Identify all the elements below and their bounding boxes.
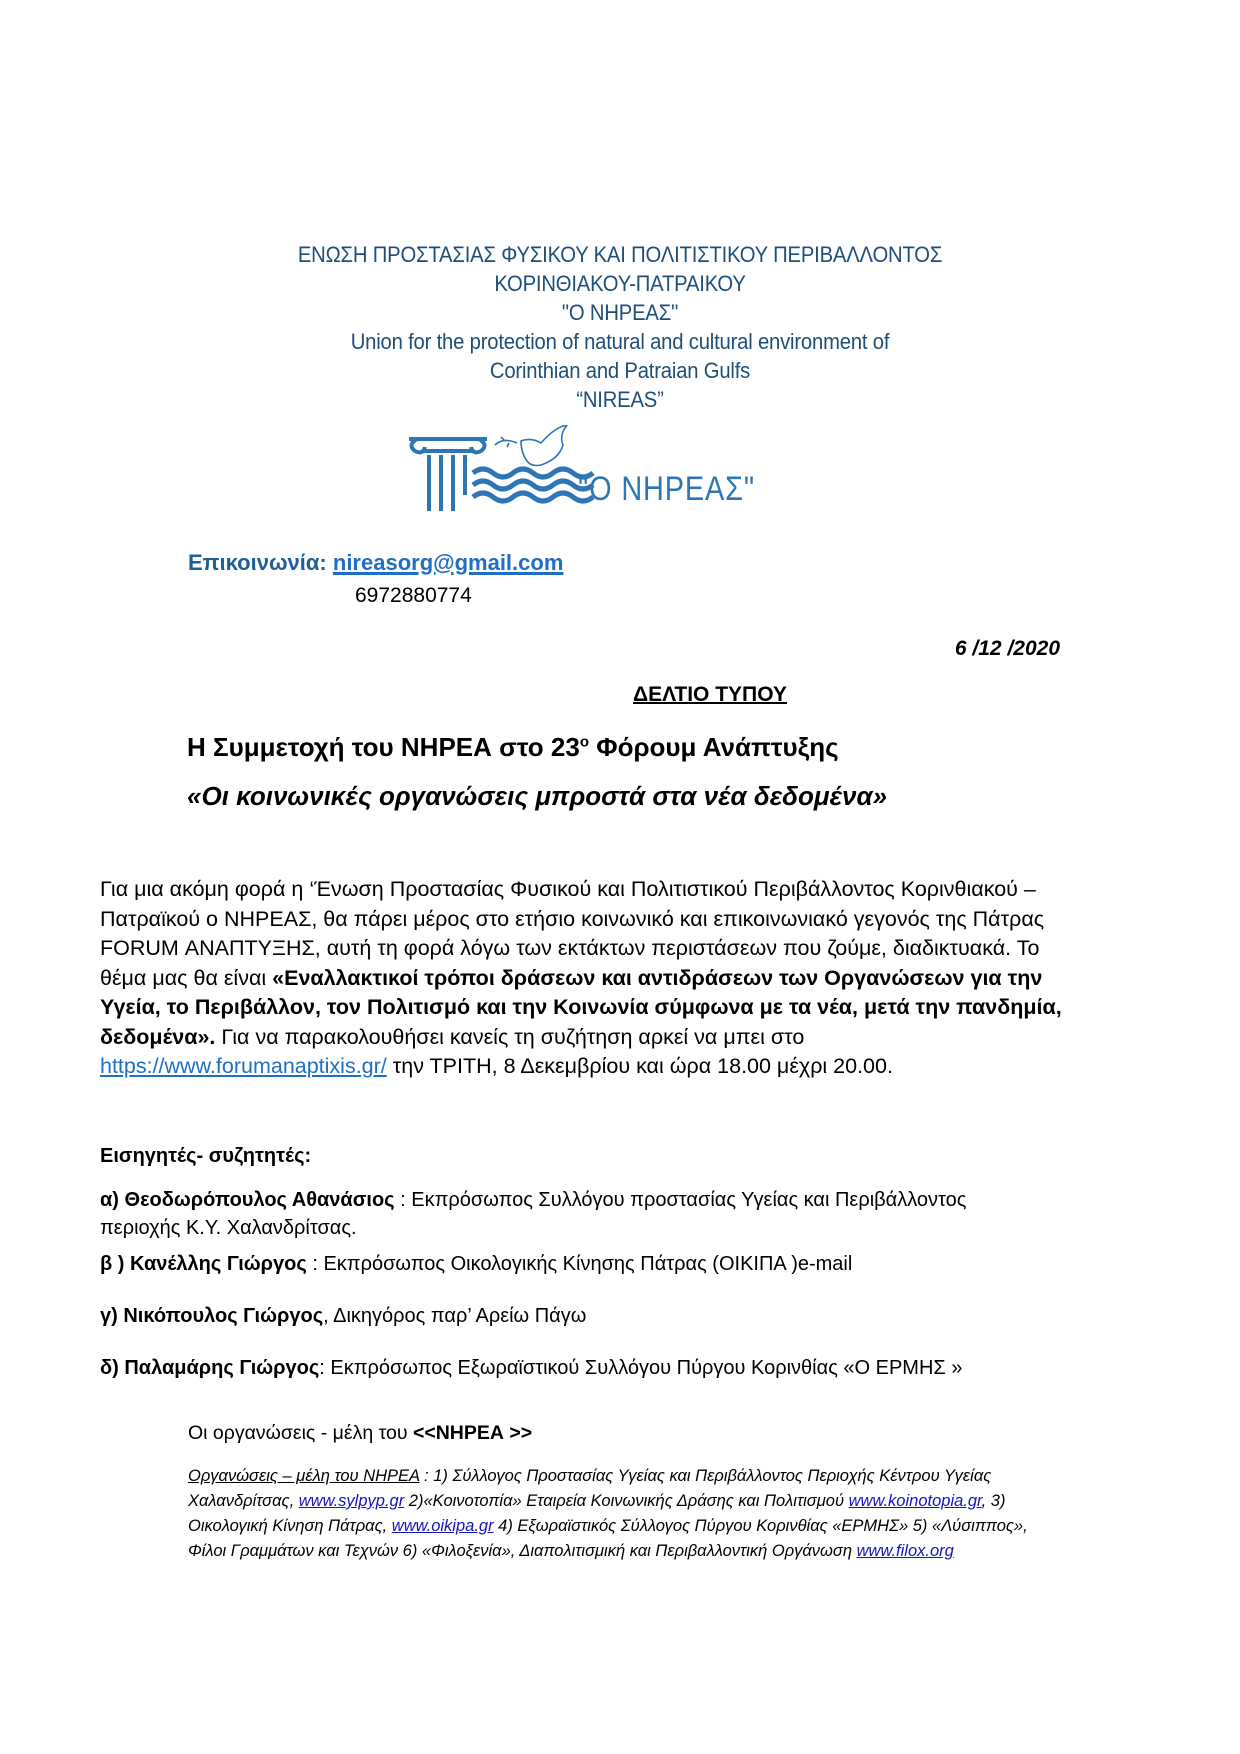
body-schedule: την ΤΡΙΤΗ, 8 Δεκεμβρίου και ώρα 18.00 μέχρι 20.00. bbox=[386, 1054, 893, 1078]
speaker-item bbox=[100, 1186, 1000, 1242]
title-text-end: Φόρουμ Ανάπτυξης bbox=[589, 732, 839, 762]
speaker-description: Εκπρόσωπος Εξωραϊστικού Συλλόγου Πύργου Κορινθίας «Ο ΕΡΜΗΣ » bbox=[330, 1357, 963, 1379]
members-bold: <<ΝΗΡΕΑ >> bbox=[412, 1422, 533, 1444]
sylpyp-link[interactable]: www.sylpyp.gr bbox=[298, 1492, 405, 1510]
footnote-text: , 3) Οικολογική Κίνηση Πάτρας, bbox=[188, 1492, 1006, 1535]
speaker-description: Εκπρόσωπος Οικολογικής Κίνησης Πάτρας (ΟΙΚΙΠΑ )e-mail bbox=[323, 1253, 853, 1275]
speaker-item bbox=[100, 1354, 1000, 1382]
body-paragraph bbox=[100, 875, 1075, 1082]
body-follow: Για να παρακολουθήσει κανείς τη συζήτηση αρκεί να μπει στο bbox=[215, 1024, 805, 1049]
document-title bbox=[187, 732, 839, 763]
document-subtitle: «Οι κοινωνικές οργανώσεις μπροστά στα νέα δεδομένα» bbox=[187, 781, 888, 811]
header-line-4: Union for the protection of natural and cultural environment of bbox=[350, 329, 890, 354]
koinotopia-link[interactable]: www.koinotopia.gr bbox=[848, 1492, 982, 1510]
contact-label: Επικοινωνία: bbox=[188, 550, 327, 575]
footnote-text: : 1) Σύλλογος Προστασίας Υγείας και Περιβάλλοντος Περιοχής Κέντρου Υγείας Χαλανδρίτσας, bbox=[188, 1467, 992, 1510]
members-line bbox=[188, 1422, 532, 1445]
speaker-item bbox=[100, 1250, 1000, 1278]
press-release-heading: ΔΕΛΤΙΟ ΤΥΠΟΥ bbox=[633, 683, 787, 706]
body-intro: Για μια ακόμη φορά η ‘Ένωση Προστασίας Φυσικού και Πολιτιστικού Περιβάλλοντος Κορινθιακού – Πατραϊκού ο ΝΗΡΕΑΣ, θα πάρει μέρος στο ετήσιο κοινωνικό και επικοινωνιακό γεγονός της Πάτρας FORUM ΑΝΑΠΤΥΞΗΣ, αυτή τη φορά λόγω των εκτάκτων περιστάσεων που ζούμε, διαδικτυακά. Το θέμα μας θα είναι bbox=[100, 877, 1045, 990]
speaker-name: β ) Κανέλλης Γιώργος bbox=[100, 1253, 307, 1275]
waves-icon bbox=[473, 469, 593, 501]
separator: , bbox=[323, 1305, 334, 1327]
dove-with-olive-branch-icon bbox=[495, 425, 567, 466]
organization-header bbox=[0, 240, 1240, 414]
members-prefix: Οι οργανώσεις - μέλη του bbox=[188, 1422, 413, 1444]
body-topic: «Εναλλακτικοί τρόποι δράσεων και αντιδράσεων των Οργανώσεων για την Υγεία, το Περιβάλλον, τον Πολιτισμό και την Κοινωνία σύμφωνα με τα νέα, μετά την πανδημία, δεδομένα». bbox=[100, 965, 1062, 1049]
members-footnote bbox=[188, 1464, 1068, 1564]
speaker-name: α) Θεοδωρόπουλος Αθανάσιος bbox=[100, 1189, 395, 1211]
speaker-description: Εκπρόσωπος Συλλόγου προστασίας Υγείας και Περιβάλλοντος περιοχής Κ.Υ. Χαλανδρίτσας. bbox=[100, 1189, 967, 1239]
ionic-column-icon bbox=[409, 439, 487, 511]
header-line-1: ΕΝΩΣΗ ΠΡΟΣΤΑΣΙΑΣ ΦΥΣΙΚΟΥ ΚΑΙ ΠΟΛΙΤΙΣΤΙΚΟΥ ΠΕΡΙΒΑΛΛΟΝΤΟΣ bbox=[297, 242, 943, 267]
separator: : bbox=[306, 1253, 324, 1275]
forum-link[interactable]: https://www.forumanaptixis.gr/ bbox=[100, 1054, 387, 1078]
oikipa-link[interactable]: www.oikipa.gr bbox=[391, 1517, 494, 1535]
logo-wordmark: "Ο ΝΗΡΕΑΣ" bbox=[578, 470, 755, 508]
filox-link[interactable]: www.filox.org bbox=[856, 1542, 954, 1560]
speakers-heading: Εισηγητές- συζητητές: bbox=[100, 1145, 312, 1167]
header-line-3: "Ο ΝΗΡΕΑΣ" bbox=[561, 300, 679, 325]
footnote-text: 2)«Κοινοτοπία» Εταιρεία Κοινωνικής Δράσης και Πολιτισμού bbox=[404, 1492, 849, 1510]
header-line-6: “NIREAS” bbox=[576, 387, 664, 412]
title-superscript: ο bbox=[579, 733, 590, 751]
contact-line bbox=[188, 550, 563, 576]
footnote-label: Οργανώσεις – μέλη του ΝΗΡΕΑ bbox=[188, 1467, 420, 1485]
separator: : bbox=[394, 1189, 412, 1211]
header-line-2: ΚΟΡΙΝΘΙΑΚΟΥ-ΠΑΤΡΑΙΚΟΥ bbox=[494, 271, 746, 296]
footnote-text: 4) Εξωραϊστικός Σύλλογος Πύργου Κορινθίας «ΕΡΜΗΣ» 5) «Λύσιππος», Φίλοι Γραμμάτων και Τεχνών 6) «Φιλοξενία», Διαπολιτισμική και Περιβαλλοντική Οργάνωση bbox=[188, 1517, 1028, 1560]
separator: : bbox=[319, 1357, 331, 1379]
title-text: Η Συμμετοχή του ΝΗΡΕΑ στο 23 bbox=[187, 732, 580, 762]
speaker-description: Δικηγόρος παρ’ Αρείω Πάγω bbox=[333, 1305, 587, 1327]
speaker-name: γ) Νικόπουλος Γιώργος bbox=[100, 1305, 324, 1327]
header-line-5: Corinthian and Patraian Gulfs bbox=[489, 358, 751, 383]
speaker-name: δ) Παλαμάρης Γιώργος bbox=[100, 1357, 320, 1379]
contact-email-link[interactable]: nireasorg@gmail.com bbox=[332, 550, 564, 575]
contact-phone: 6972880774 bbox=[355, 584, 472, 607]
document-date: 6 /12 /2020 bbox=[954, 637, 1060, 660]
speaker-item bbox=[100, 1302, 1000, 1330]
